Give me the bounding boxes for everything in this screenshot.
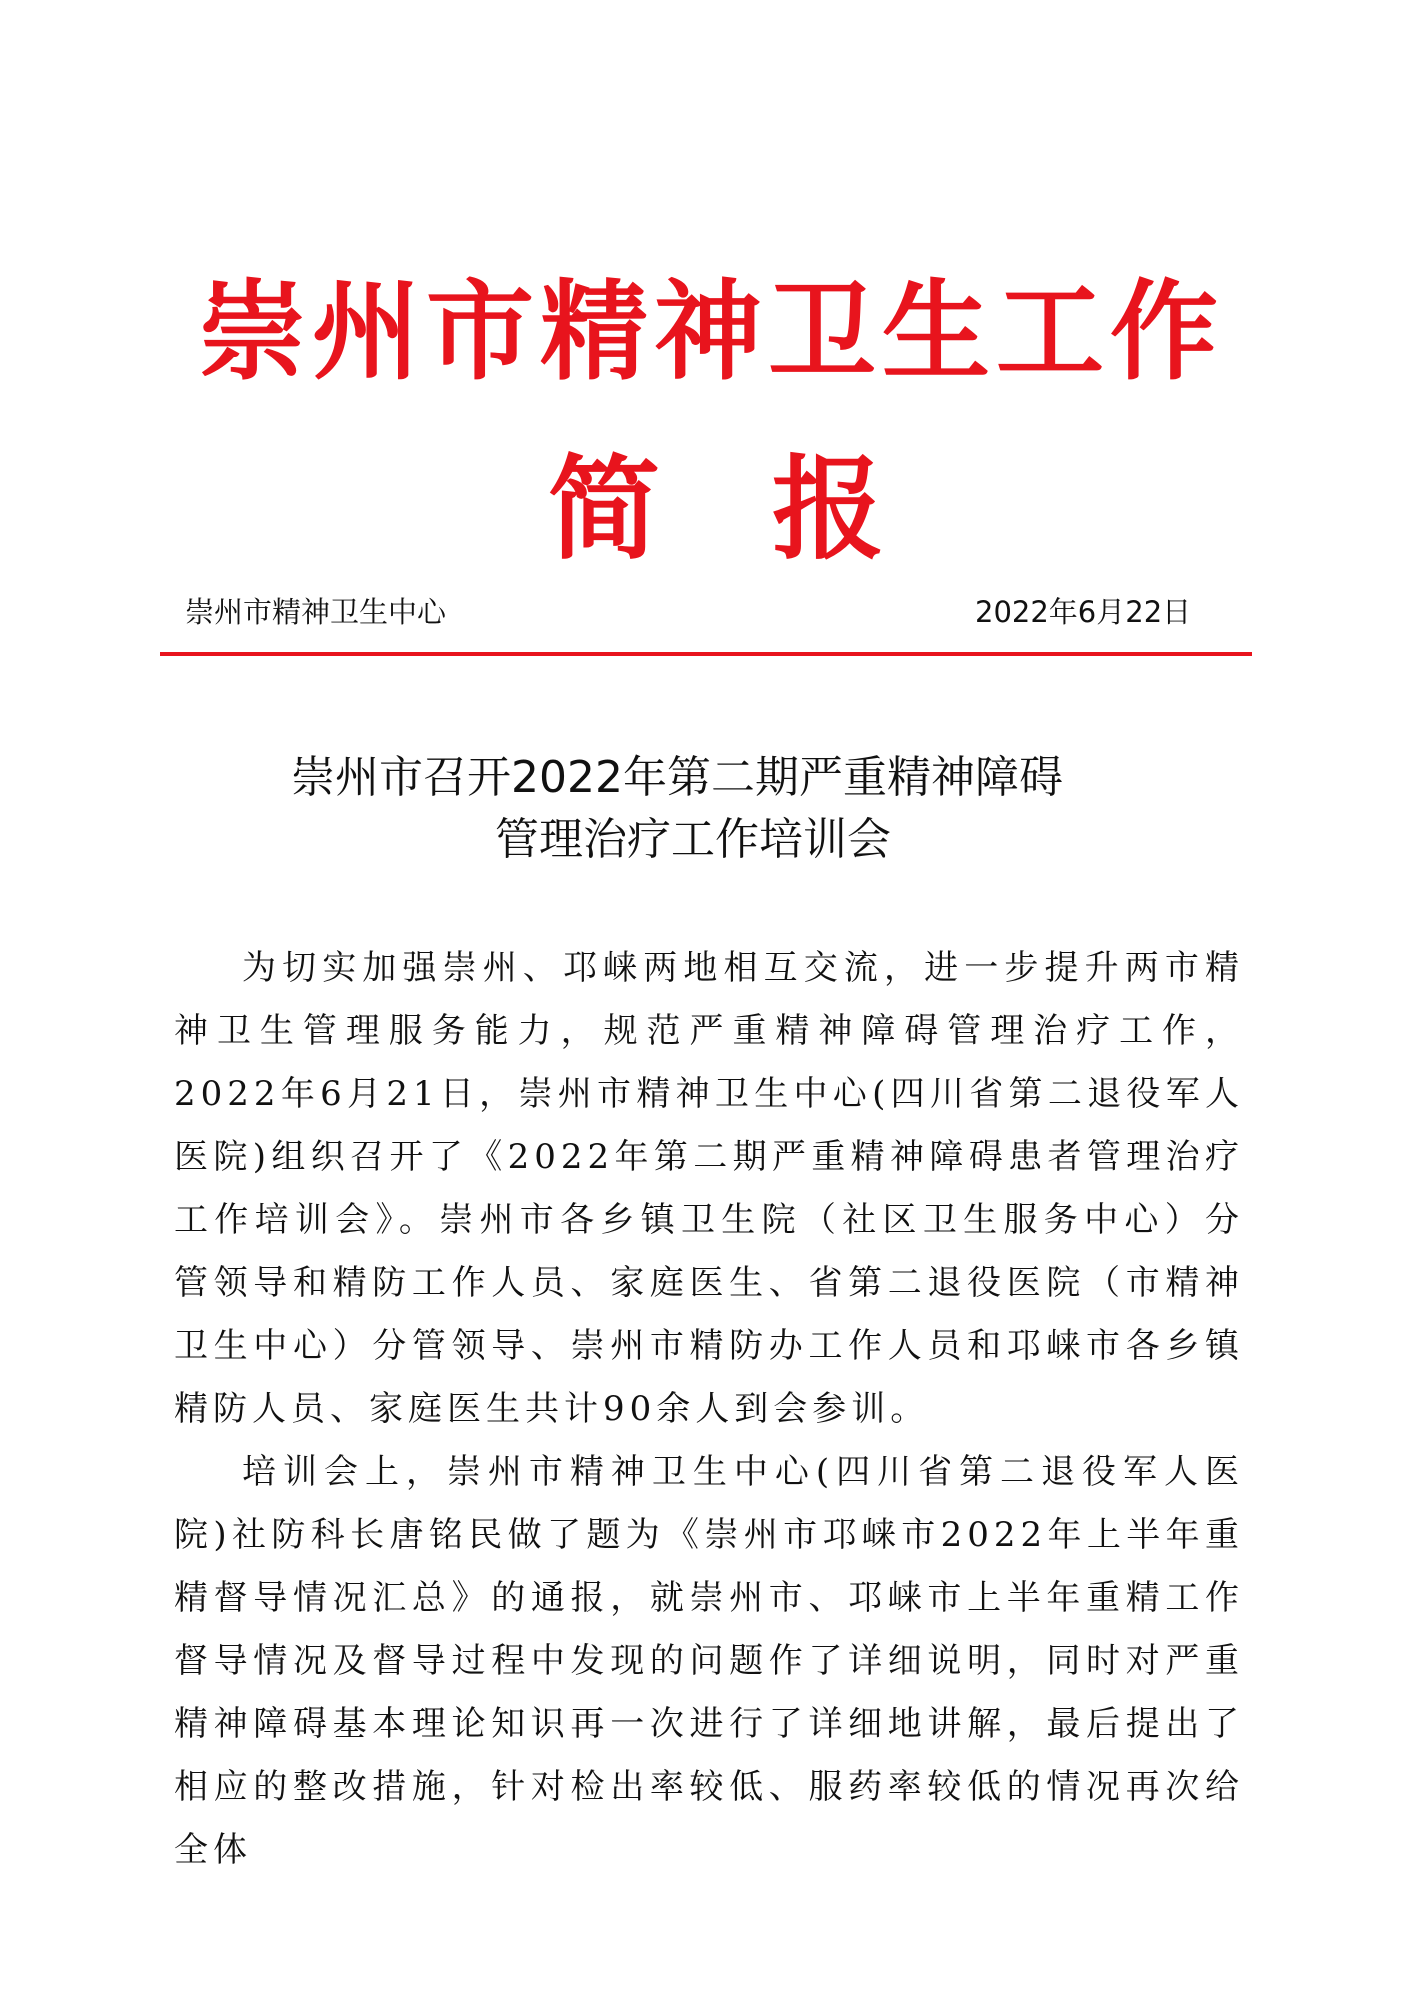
masthead-title-line2: 简报 bbox=[548, 445, 996, 575]
article-paragraph: 为切实加强崇州、邛崃两地相互交流，进一步提升两市精神卫生管理服务能力，规范严重精神障碍管理治疗工作，2022年6月21日，崇州市精神卫生中心(四川省第二退役军人医院)组织召开了《2022年第二期严重精神障碍患者管理治疗工作培训会》。崇州市各乡镇卫生院（社区卫生服务中心）分管领导和精防工作人员、家庭医生、省第二退役医院（市精神卫生中心）分管领导、崇州市精防办工作人员和邛崃市各乡镇精防人员、家庭医生共计90余人到会参训。 bbox=[174, 948, 1244, 1429]
article-title-line1: 崇州市召开2022年第二期严重精神障碍 bbox=[291, 752, 1063, 803]
issuer-row bbox=[185, 590, 1195, 634]
issue-date: 2022年6月22日 bbox=[975, 595, 1192, 629]
issuer-name: 崇州市精神卫生中心 bbox=[185, 595, 447, 629]
article-body bbox=[174, 937, 1244, 1882]
article-paragraph: 培训会上，崇州市精神卫生中心(四川省第二退役军人医院)社防科长唐铭民做了题为《崇州市邛崃市2022年上半年重精督导情况汇总》的通报，就崇州市、邛崃市上半年重精工作督导情况及督导过程中发现的问题作了详细说明，同时对严重精神障碍基本理论知识再一次进行了详细地讲解，最后提出了相应的整改措施，针对检出率较低、服药率较低的情况再次给全体 bbox=[174, 1452, 1244, 1870]
article-title-line2: 管理治疗工作培训会 bbox=[495, 814, 891, 865]
masthead-title-line1: 崇州市精神卫生工作 bbox=[198, 270, 1225, 395]
red-divider-line bbox=[160, 652, 1252, 656]
